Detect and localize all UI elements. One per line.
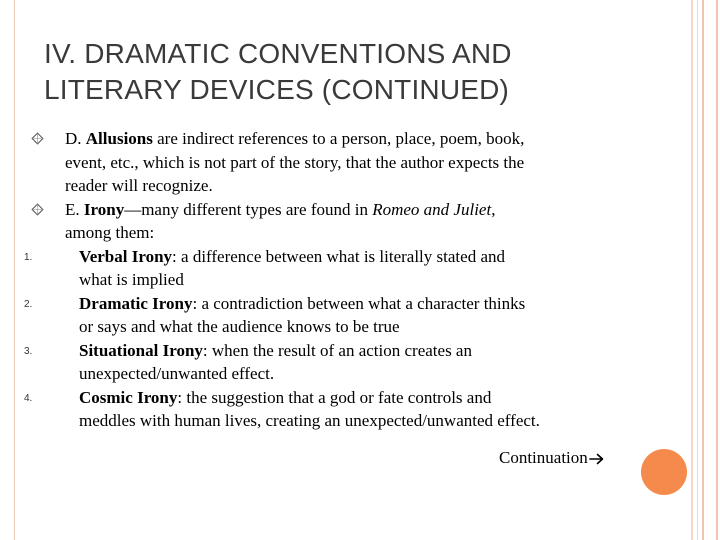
term-irony: Irony bbox=[83, 199, 125, 219]
slide-title-line-1: IV. DRAMATIC CONVENTIONS AND bbox=[44, 38, 512, 69]
bullet-text: reader will recognize. bbox=[65, 176, 213, 195]
item-text: unexpected/unwanted effect. bbox=[79, 364, 275, 383]
term-situational-irony: Situational Irony bbox=[79, 340, 203, 360]
item-number: 4. bbox=[24, 392, 33, 404]
bullet-text: are indirect references to a person, place, poem, book, bbox=[152, 129, 525, 148]
bullet-prefix: E. bbox=[65, 199, 84, 219]
item-number: 3. bbox=[24, 345, 33, 357]
numbered-item-verbal-irony bbox=[24, 245, 648, 292]
play-title: Romeo and Juliet bbox=[372, 199, 492, 219]
term-dramatic-irony: Dramatic Irony bbox=[79, 293, 193, 313]
numbered-item-cosmic-irony bbox=[24, 386, 648, 433]
continuation-label: Continuation bbox=[499, 448, 588, 467]
diamond-outline-icon bbox=[31, 203, 44, 216]
slide-content bbox=[24, 127, 648, 433]
bullet-text: among them: bbox=[65, 223, 155, 242]
bullet-text: , bbox=[491, 199, 496, 219]
slide-frame-right-line bbox=[691, 0, 693, 540]
item-text: what is implied bbox=[79, 270, 184, 289]
slide-frame-right-band bbox=[702, 0, 718, 540]
arrow-right-icon bbox=[589, 453, 605, 465]
accent-circle bbox=[641, 449, 687, 495]
item-text: : the suggestion that a god or fate controls and bbox=[177, 387, 492, 407]
bullet-text: —many different types are found in bbox=[124, 199, 373, 219]
bullet-text: event, etc., which is not part of the story, that the author expects the bbox=[65, 152, 525, 172]
diamond-outline-icon bbox=[31, 132, 44, 145]
slide-frame-left-line bbox=[14, 0, 15, 540]
numbered-item-dramatic-irony bbox=[24, 292, 648, 339]
item-number: 1. bbox=[24, 251, 33, 263]
bullet-allusions bbox=[28, 127, 648, 198]
slide-title-line-2: LITERARY DEVICES (CONTINUED) bbox=[44, 74, 510, 105]
term-cosmic-irony: Cosmic Irony bbox=[79, 387, 178, 407]
item-text: : a difference between what is literally stated and bbox=[172, 246, 505, 266]
slide-title bbox=[44, 36, 664, 108]
slide-frame-right-line-2 bbox=[697, 0, 698, 540]
item-text: : when the result of an action creates an bbox=[202, 340, 472, 360]
continuation-link[interactable] bbox=[499, 446, 605, 469]
bullet-prefix: D. bbox=[65, 129, 86, 148]
item-number: 2. bbox=[24, 298, 33, 310]
item-text: meddles with human lives, creating an unexpected/unwanted effect. bbox=[79, 411, 540, 430]
term-allusions: Allusions bbox=[85, 129, 153, 148]
item-text: or says and what the audience knows to be true bbox=[79, 317, 400, 336]
item-text: : a contradiction between what a character thinks bbox=[192, 293, 526, 313]
bullet-irony bbox=[28, 198, 648, 245]
term-verbal-irony: Verbal Irony bbox=[79, 246, 173, 266]
numbered-item-situational-irony bbox=[24, 339, 648, 386]
